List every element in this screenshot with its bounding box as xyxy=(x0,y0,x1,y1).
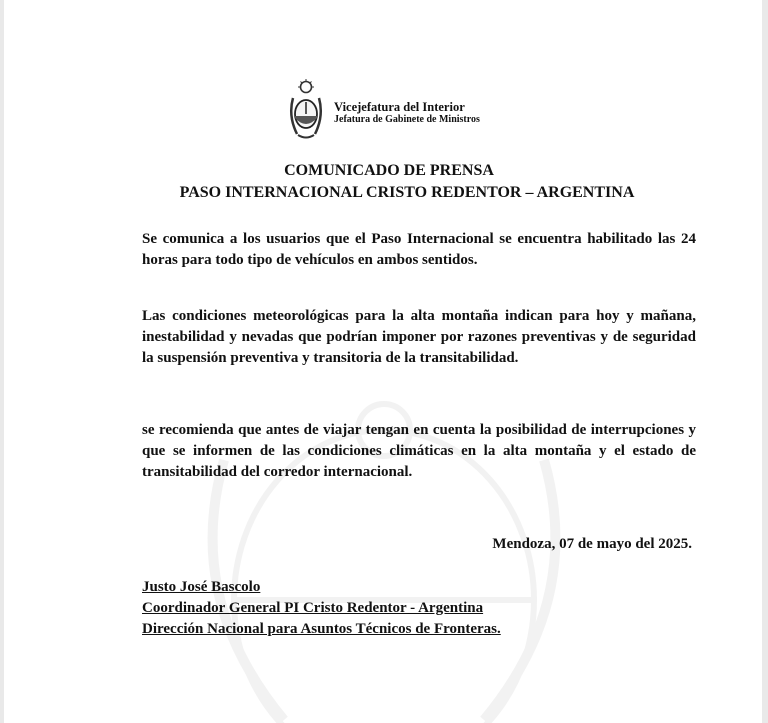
paragraph-1: Se comunica a los usuarios que el Paso Internacional se encuentra habilitado las 24 horas para todo tipo de vehículos en ambos sentidos. xyxy=(142,231,696,268)
letterhead-line-1: Vicejefatura del Interior xyxy=(334,100,465,114)
signatory-office: Dirección Nacional para Asuntos Técnicos de Fronteras. xyxy=(142,621,501,637)
letterhead-line-2: Jefatura de Gabinete de Ministros xyxy=(334,114,480,125)
signatory-name: Justo José Bascolo xyxy=(142,579,261,595)
document-title: COMUNICADO DE PRENSA xyxy=(284,162,494,179)
press-release-document xyxy=(4,0,762,723)
paragraph-2: Las condiciones meteorológicas para la alta montaña indican para hoy y mañana, inestabilidad y nevadas que podrían imponer por razones preventivas y de seguridad la suspensión preventiva y transitoria de la transitabilidad. xyxy=(142,308,696,366)
argentina-coat-of-arms-icon xyxy=(288,78,324,142)
letterhead-text xyxy=(334,100,480,126)
document-subtitle: PASO INTERNACIONAL CRISTO REDENTOR – ARGENTINA xyxy=(179,184,635,201)
place-and-date: Mendoza, 07 de mayo del 2025. xyxy=(492,536,692,552)
paragraph-3: se recomienda que antes de viajar tengan en cuenta la posibilidad de interrupciones y que se informen de las condiciones climáticas en la alta montaña y el estado de transitabilidad del corredor internacional. xyxy=(142,422,696,480)
signatory-role: Coordinador General PI Cristo Redentor - Argentina xyxy=(142,600,484,616)
